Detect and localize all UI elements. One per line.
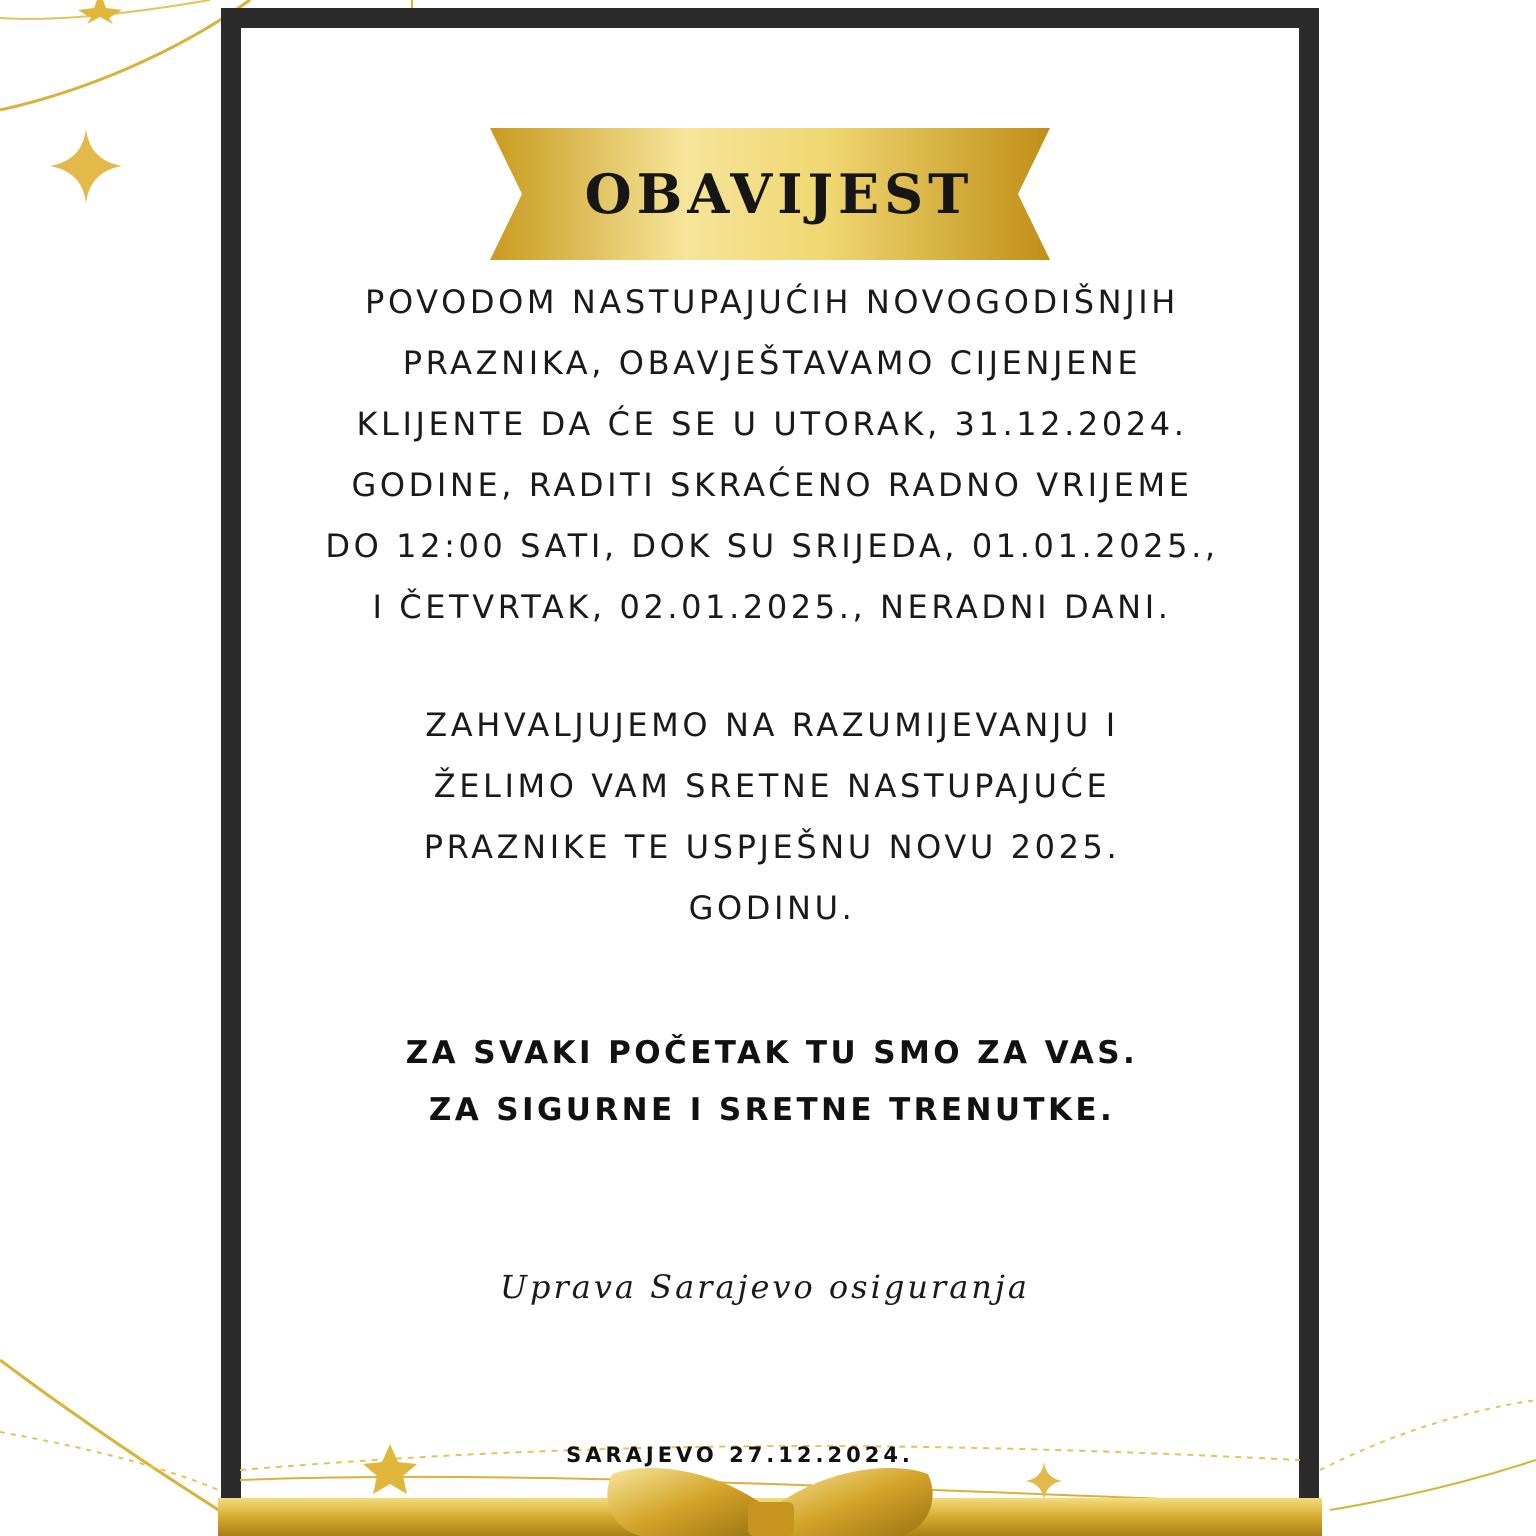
slogan-line-2: ZA SIGURNE I SRETNE TRENUTKE. bbox=[428, 1092, 1116, 1128]
notice-paragraph-hours: POVODOM NASTUPAJUĆIH NOVOGODIŠNJIH PRAZNIKA, OBAVJEŠTAVAMO CIJENJENE KLIJENTE DA ĆE SE U UTORAK, 31.12.2024. GODINE, RADITI SKRAĆENO RADNO VRIJEME DO 12:00 SATI, DOK SU SRIJEDA, 01.01.2025., I ČETVRTAK, 02.01.2025., NERADNI DANI. bbox=[325, 283, 1219, 626]
gold-ribbon-bow bbox=[0, 1460, 1536, 1536]
notice-paragraph-thanks: ZAHVALJUJEMO NA RAZUMIJEVANJU I ŽELIMO VAM SRETNE NASTUPAJUĆE PRAZNIKE TE USPJEŠNU NOVU 2025. GODINU. bbox=[423, 706, 1121, 927]
page-title: OBAVIJEST bbox=[584, 162, 974, 226]
bow-right-loop bbox=[770, 1468, 933, 1536]
place-date: SARAJEVO 27.12.2024. bbox=[566, 1443, 914, 1467]
signature: Uprava Sarajevo osiguranja bbox=[500, 1268, 1030, 1306]
title-banner bbox=[490, 128, 1050, 260]
slogan-line-1: ZA SVAKI POČETAK TU SMO ZA VAS. bbox=[405, 1035, 1139, 1071]
bow-knot bbox=[748, 1502, 794, 1536]
bow-left-loop bbox=[607, 1468, 770, 1536]
